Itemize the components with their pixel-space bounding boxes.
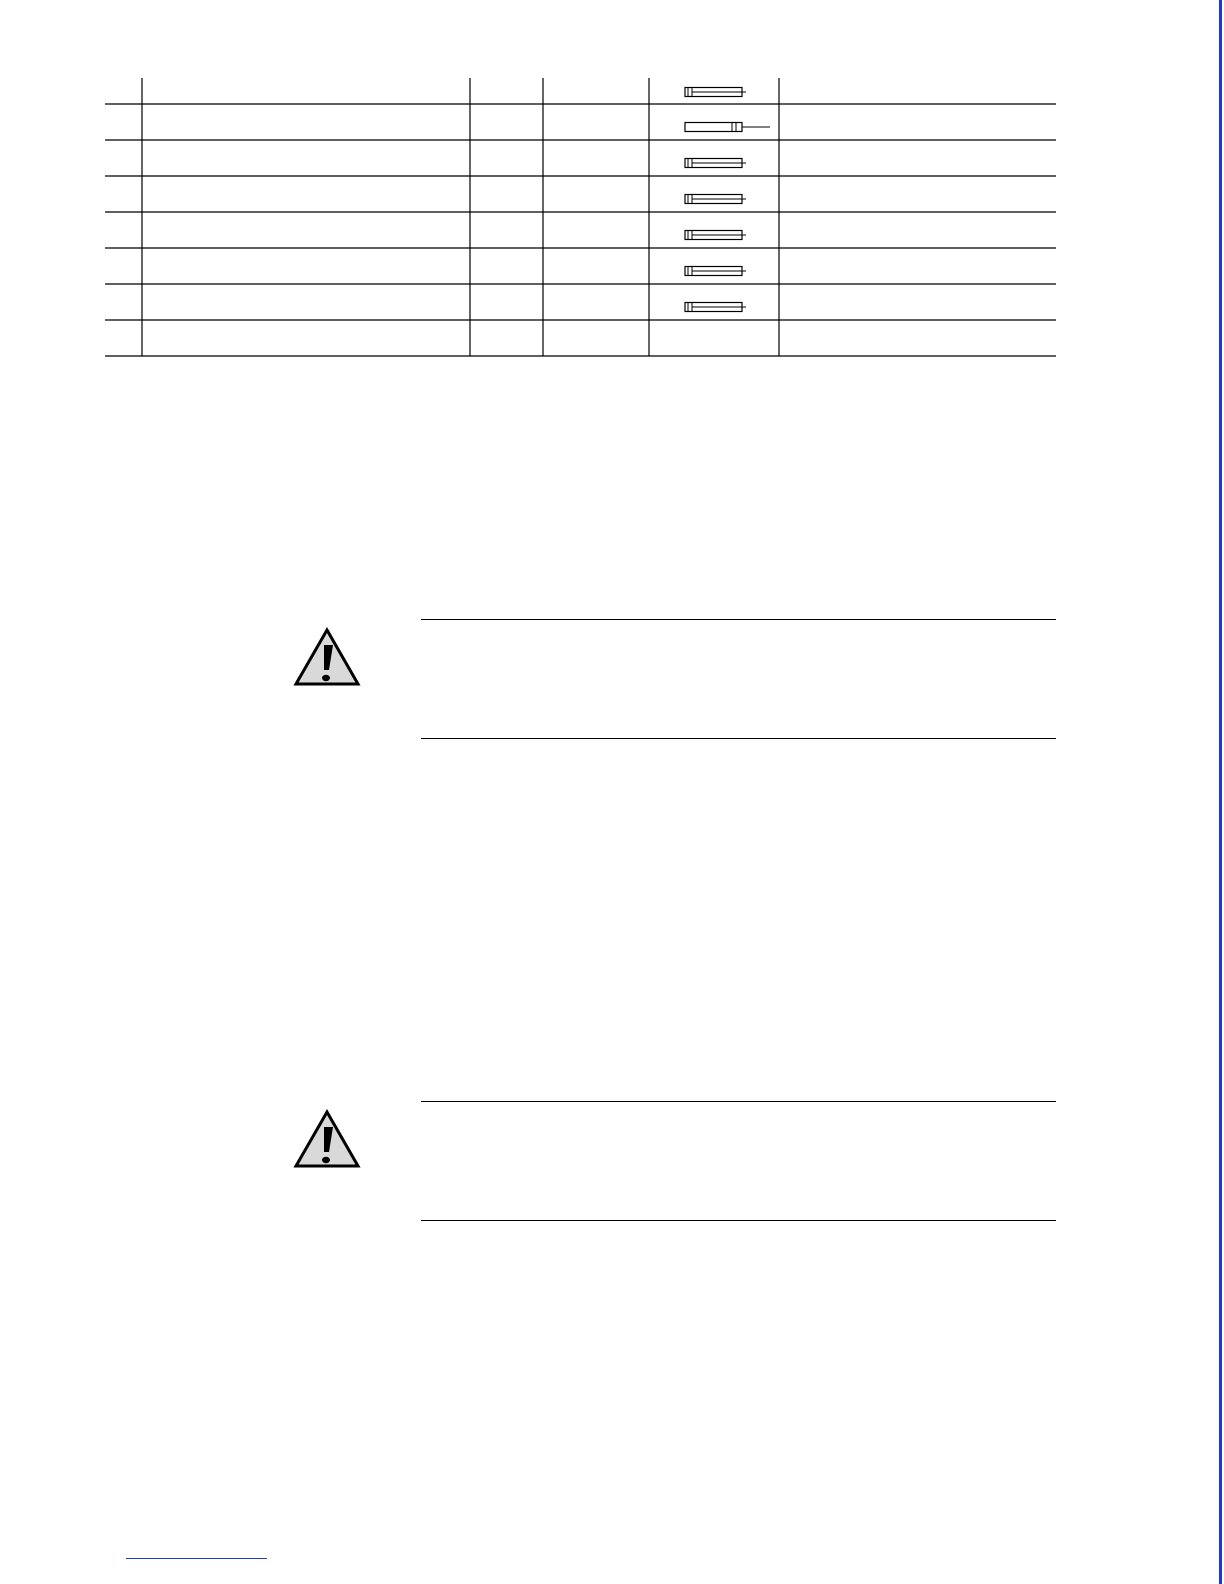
warning-triangle-icon [293,1109,361,1169]
fuse-cartridge-long-lead-icon [685,123,770,132]
warning-rule-bottom [421,1220,1056,1221]
warning-note-2 [0,1101,1224,1231]
warning-rule-bottom [421,738,1056,739]
warning-triangle-icon [293,627,361,687]
warning-note-1 [0,619,1224,749]
fuse-cartridge-icon [685,88,746,97]
fuse-cartridge-icon [685,195,746,204]
fuse-table [0,0,1224,370]
warning-rule-top [421,1101,1056,1102]
fuse-cartridge-icon [685,231,746,240]
fuse-cartridge-icon [685,303,746,312]
warning-rule-top [421,619,1056,620]
fuse-cartridge-icon [685,159,746,168]
fuse-cartridge-icon [685,267,746,276]
footer-rule [126,1558,267,1559]
